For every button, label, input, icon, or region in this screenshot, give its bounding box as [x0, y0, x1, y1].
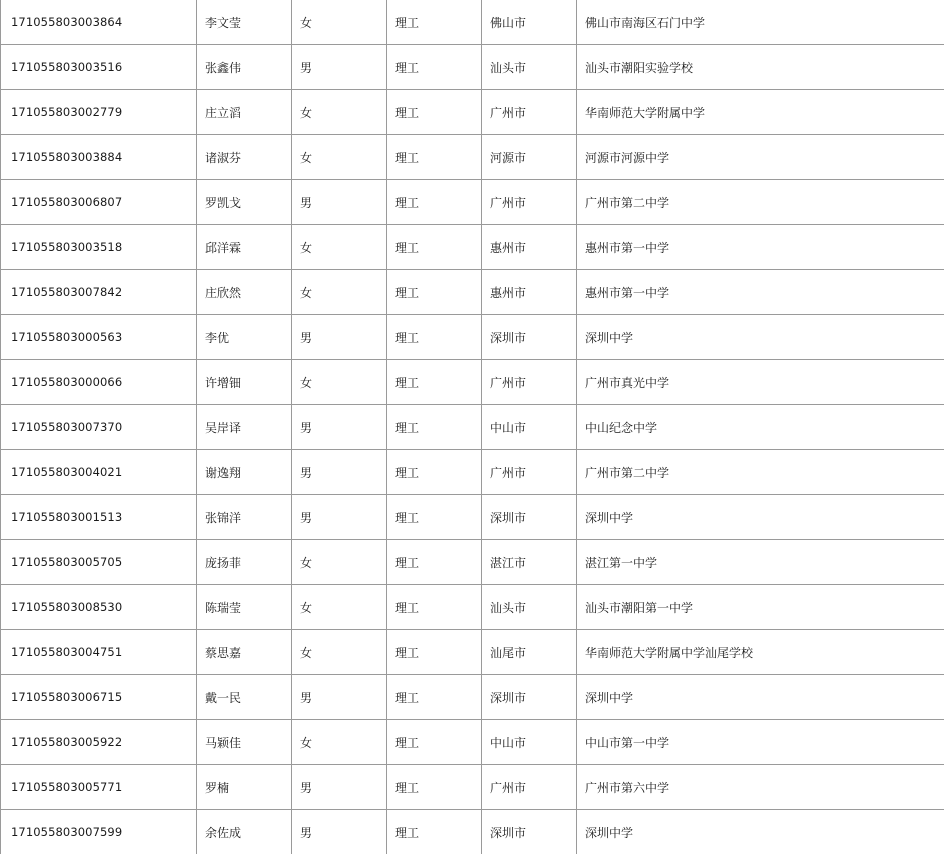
candidate-id-cell: 171055803001513	[1, 495, 197, 540]
school-cell: 华南师范大学附属中学	[577, 90, 944, 135]
student-name-cell: 蔡思嘉	[197, 630, 292, 675]
table-row	[1, 675, 944, 720]
school-cell: 广州市真光中学	[577, 360, 944, 405]
table-row	[1, 585, 944, 630]
city-cell: 湛江市	[482, 540, 577, 585]
table-row	[1, 720, 944, 765]
school-cell: 广州市第二中学	[577, 180, 944, 225]
student-name-cell: 许增钿	[197, 360, 292, 405]
category-cell: 理工	[387, 90, 482, 135]
gender-cell: 女	[292, 540, 387, 585]
category-cell: 理工	[387, 450, 482, 495]
student-name-cell: 马颖佳	[197, 720, 292, 765]
school-cell: 中山市第一中学	[577, 720, 944, 765]
candidate-id-cell: 171055803008530	[1, 585, 197, 630]
candidate-id-cell: 171055803003518	[1, 225, 197, 270]
school-cell: 深圳中学	[577, 810, 944, 855]
table-row	[1, 405, 944, 450]
table-row	[1, 810, 944, 855]
candidate-id-cell: 171055803003864	[1, 0, 197, 45]
city-cell: 惠州市	[482, 225, 577, 270]
city-cell: 汕尾市	[482, 630, 577, 675]
category-cell: 理工	[387, 0, 482, 45]
city-cell: 深圳市	[482, 495, 577, 540]
category-cell: 理工	[387, 360, 482, 405]
table-row	[1, 450, 944, 495]
candidate-id-cell: 171055803000066	[1, 360, 197, 405]
city-cell: 佛山市	[482, 0, 577, 45]
category-cell: 理工	[387, 225, 482, 270]
category-cell: 理工	[387, 675, 482, 720]
category-cell: 理工	[387, 765, 482, 810]
candidate-id-cell: 171055803000563	[1, 315, 197, 360]
table-row	[1, 765, 944, 810]
roster-body	[1, 0, 944, 854]
gender-cell: 男	[292, 495, 387, 540]
city-cell: 广州市	[482, 90, 577, 135]
gender-cell: 男	[292, 405, 387, 450]
city-cell: 深圳市	[482, 315, 577, 360]
table-row	[1, 45, 944, 90]
category-cell: 理工	[387, 315, 482, 360]
city-cell: 深圳市	[482, 675, 577, 720]
school-cell: 佛山市南海区石门中学	[577, 0, 944, 45]
school-cell: 湛江第一中学	[577, 540, 944, 585]
gender-cell: 女	[292, 90, 387, 135]
category-cell: 理工	[387, 45, 482, 90]
city-cell: 广州市	[482, 765, 577, 810]
student-name-cell: 庄欣然	[197, 270, 292, 315]
candidate-id-cell: 171055803005705	[1, 540, 197, 585]
category-cell: 理工	[387, 495, 482, 540]
candidate-id-cell: 171055803003516	[1, 45, 197, 90]
table-row	[1, 495, 944, 540]
city-cell: 广州市	[482, 450, 577, 495]
candidate-id-cell: 171055803004021	[1, 450, 197, 495]
candidate-id-cell: 171055803002779	[1, 90, 197, 135]
gender-cell: 女	[292, 135, 387, 180]
gender-cell: 男	[292, 810, 387, 855]
table-row	[1, 180, 944, 225]
candidate-id-cell: 171055803007842	[1, 270, 197, 315]
student-name-cell: 李文莹	[197, 0, 292, 45]
city-cell: 深圳市	[482, 810, 577, 855]
student-name-cell: 罗凯戈	[197, 180, 292, 225]
student-name-cell: 庄立滔	[197, 90, 292, 135]
candidate-id-cell: 171055803007370	[1, 405, 197, 450]
category-cell: 理工	[387, 270, 482, 315]
school-cell: 华南师范大学附属中学汕尾学校	[577, 630, 944, 675]
school-cell: 广州市第六中学	[577, 765, 944, 810]
city-cell: 惠州市	[482, 270, 577, 315]
table-row	[1, 360, 944, 405]
student-name-cell: 罗楠	[197, 765, 292, 810]
gender-cell: 女	[292, 360, 387, 405]
city-cell: 广州市	[482, 180, 577, 225]
category-cell: 理工	[387, 540, 482, 585]
gender-cell: 男	[292, 45, 387, 90]
table-row	[1, 0, 944, 45]
table-row	[1, 135, 944, 180]
student-name-cell: 谢逸翔	[197, 450, 292, 495]
school-cell: 深圳中学	[577, 675, 944, 720]
category-cell: 理工	[387, 135, 482, 180]
table-row	[1, 90, 944, 135]
gender-cell: 女	[292, 585, 387, 630]
city-cell: 河源市	[482, 135, 577, 180]
student-name-cell: 张锦洋	[197, 495, 292, 540]
city-cell: 汕头市	[482, 45, 577, 90]
school-cell: 广州市第二中学	[577, 450, 944, 495]
gender-cell: 男	[292, 315, 387, 360]
category-cell: 理工	[387, 585, 482, 630]
school-cell: 深圳中学	[577, 495, 944, 540]
candidate-id-cell: 171055803006807	[1, 180, 197, 225]
gender-cell: 男	[292, 450, 387, 495]
school-cell: 惠州市第一中学	[577, 225, 944, 270]
student-name-cell: 李优	[197, 315, 292, 360]
school-cell: 汕头市潮阳第一中学	[577, 585, 944, 630]
student-name-cell: 余佐成	[197, 810, 292, 855]
student-name-cell: 庞扬菲	[197, 540, 292, 585]
gender-cell: 女	[292, 225, 387, 270]
candidate-id-cell: 171055803004751	[1, 630, 197, 675]
category-cell: 理工	[387, 810, 482, 855]
table-row	[1, 540, 944, 585]
candidate-id-cell: 171055803005922	[1, 720, 197, 765]
city-cell: 中山市	[482, 720, 577, 765]
table-row	[1, 270, 944, 315]
city-cell: 广州市	[482, 360, 577, 405]
gender-cell: 女	[292, 630, 387, 675]
student-name-cell: 吴岸译	[197, 405, 292, 450]
gender-cell: 女	[292, 0, 387, 45]
candidate-id-cell: 171055803005771	[1, 765, 197, 810]
student-name-cell: 诸淑芬	[197, 135, 292, 180]
table-row	[1, 225, 944, 270]
gender-cell: 女	[292, 720, 387, 765]
gender-cell: 女	[292, 270, 387, 315]
gender-cell: 男	[292, 675, 387, 720]
candidate-id-cell: 171055803007599	[1, 810, 197, 855]
category-cell: 理工	[387, 630, 482, 675]
table-row	[1, 630, 944, 675]
school-cell: 中山纪念中学	[577, 405, 944, 450]
candidate-id-cell: 171055803003884	[1, 135, 197, 180]
school-cell: 汕头市潮阳实验学校	[577, 45, 944, 90]
student-name-cell: 邱洋霖	[197, 225, 292, 270]
school-cell: 河源市河源中学	[577, 135, 944, 180]
gender-cell: 男	[292, 765, 387, 810]
student-name-cell: 陈瑞莹	[197, 585, 292, 630]
school-cell: 深圳中学	[577, 315, 944, 360]
gender-cell: 男	[292, 180, 387, 225]
school-cell: 惠州市第一中学	[577, 270, 944, 315]
category-cell: 理工	[387, 405, 482, 450]
category-cell: 理工	[387, 180, 482, 225]
city-cell: 汕头市	[482, 585, 577, 630]
city-cell: 中山市	[482, 405, 577, 450]
candidate-id-cell: 171055803006715	[1, 675, 197, 720]
table-row	[1, 315, 944, 360]
student-name-cell: 戴一民	[197, 675, 292, 720]
category-cell: 理工	[387, 720, 482, 765]
student-name-cell: 张鑫伟	[197, 45, 292, 90]
